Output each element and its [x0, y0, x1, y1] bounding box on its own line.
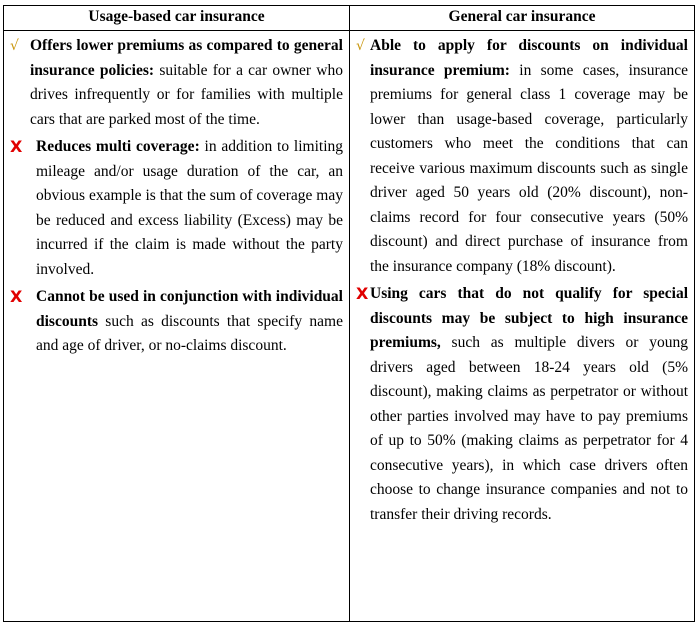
- item-text: [36, 285, 343, 359]
- cross-icon: X: [10, 287, 23, 306]
- list-item: [10, 135, 343, 282]
- item-text: [370, 34, 688, 279]
- item-lead: Using cars that do not qualify for special discounts may be subject to high insurance premiums,: [370, 285, 688, 351]
- item-body: suitable for a car owner who drives infrequently or for families with multiple cars that are parked most of the time.: [30, 61, 343, 128]
- list-item: [356, 282, 688, 527]
- item-body: in addition to limiting mileage and/or usage duration of the car, an obvious example is that the sum of coverage may be reduced and excess liability (Excess) may be incurred if the claim is made without the party involved.: [36, 138, 344, 278]
- list-item: [10, 34, 343, 132]
- item-text: [30, 34, 343, 132]
- general-cell: [350, 31, 695, 622]
- usage-based-cell: [4, 31, 350, 622]
- item-body: such as discounts that specify name and age of driver, or no-claims discount.: [36, 312, 343, 354]
- item-lead: Reduces multi coverage:: [36, 138, 200, 155]
- item-text: [370, 282, 688, 527]
- checkmark-icon: √: [10, 38, 19, 54]
- list-item: [356, 34, 688, 279]
- item-body: such as multiple divers or young drivers aged between 18-24 years old (5% discount), making claims as perpetrator or without other parties involved may have to pay premiums of up to 50% (making claims as perpetrator for 4 consecutive years), in which case drivers often choose to change insurance companies and not to transfer their driving records.: [370, 334, 688, 523]
- table-row: [4, 31, 695, 622]
- comparison-table: [3, 5, 695, 622]
- usage-based-list: [4, 31, 349, 359]
- header-usage-based: Usage-based car insurance: [4, 6, 350, 31]
- item-lead: Cannot be used in conjunction with individual discounts: [36, 288, 343, 330]
- list-item: [10, 285, 343, 359]
- checkmark-icon: √: [356, 38, 365, 54]
- general-list: [350, 31, 694, 527]
- item-text: [36, 135, 343, 282]
- item-lead: Able to apply for discounts on individual insurance premium:: [370, 37, 688, 79]
- header-general: General car insurance: [350, 6, 695, 31]
- table-header-row: [4, 6, 695, 31]
- item-body: in some cases, insurance premiums for general class 1 coverage may be lower than usage-based coverage, particularly customers who meet the conditions that can receive various maximum discounts such as single driver aged 50 years old (20% discount), non-claims record for four consecutive years (50% discount) and direct purchase of insurance from the insurance company (18% discount).: [370, 61, 688, 275]
- item-lead: Offers lower premiums as compared to general insurance policies:: [30, 37, 343, 79]
- cross-icon: X: [10, 137, 23, 156]
- cross-icon: X: [356, 284, 369, 303]
